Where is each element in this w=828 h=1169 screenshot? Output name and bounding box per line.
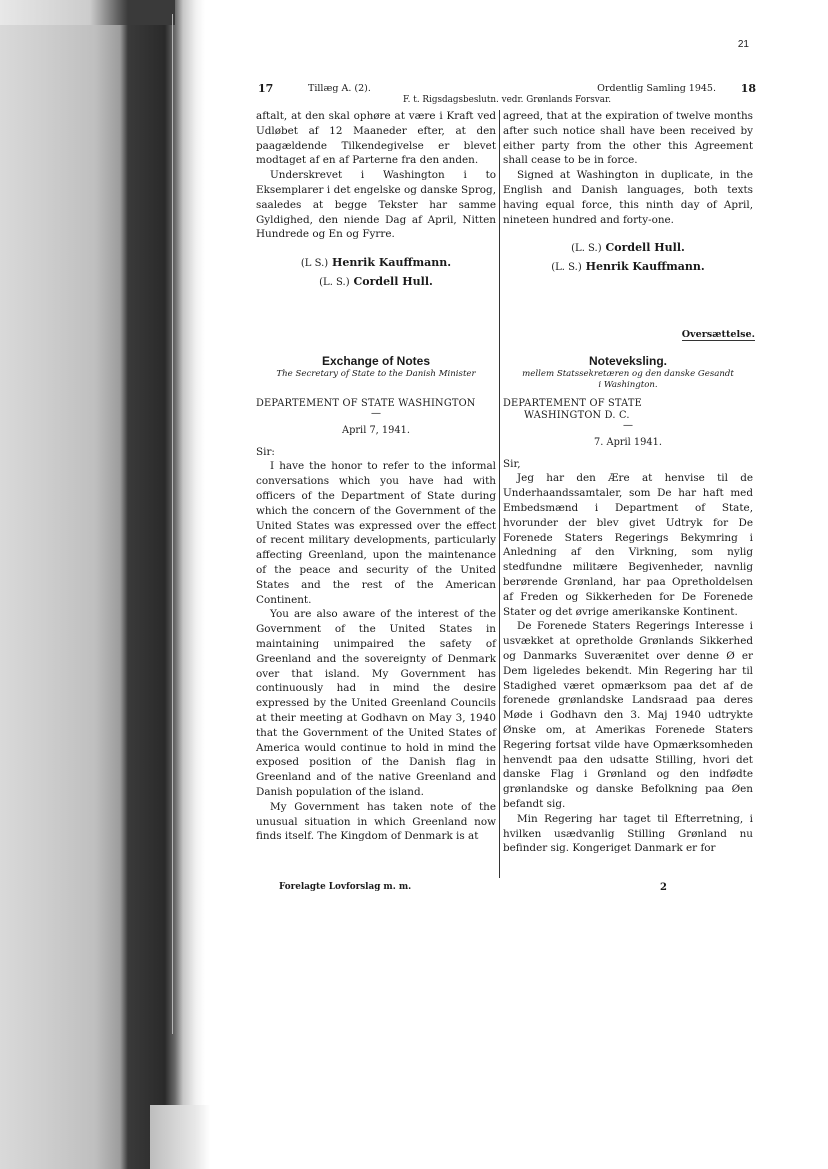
left-top-block	[256, 109, 496, 292]
signatory-name: Henrik Kauffmann.	[585, 260, 705, 274]
page-number: 21	[737, 39, 749, 50]
notes-subtitle: The Secretary of State to the Danish Minister	[276, 368, 476, 379]
header-subtitle: F. t. Rigsdagsbeslutn. vedr. Grønlands Forsvar.	[402, 95, 612, 105]
department-heading-line-1: DEPARTEMENT OF STATE	[503, 397, 642, 409]
department-heading: DEPARTEMENT OF STATE WASHINGTON	[256, 397, 476, 409]
right-signature-1	[503, 239, 753, 258]
notes-subtitle-line-1: mellem Statssekretæren og den danske Gesandt	[522, 368, 734, 379]
salutation: Sir:	[256, 445, 275, 458]
seal-mark: (L S.)	[300, 258, 329, 270]
right-notes-block	[503, 354, 753, 856]
scan-gutter-shadow	[0, 0, 205, 1169]
translation-label: Oversættelse.	[681, 329, 755, 340]
left-notes-block	[256, 354, 496, 844]
signatory-name: Henrik Kauffmann.	[332, 256, 452, 270]
notes-paragraph-1: I have the honor to refer to the informal conversations which you have had with officers of the Department of State during which the concern of the Government of the United States was expressed over the effect of recent military developments, particularly affecting Greenland, upon the maintenance of the peace and security of the United States and the rest of the American Continent.	[256, 460, 496, 606]
footer-sheet-number: 2	[660, 882, 667, 893]
seal-mark: (L. S.)	[571, 243, 602, 255]
notes-subtitle-line-2: i Washington.	[598, 379, 658, 390]
right-top-paragraph-2: Signed at Washington in duplicate, in the English and Danish languages, both texts having equal force, this ninth day of April, nineteen hundred and forty-one.	[503, 169, 753, 226]
notes-paragraph-3: My Government has taken note of the unusual situation in which Greenland now finds itself. The Kingdom of Denmark is at	[256, 800, 496, 843]
seal-mark: (L. S.)	[319, 277, 350, 289]
seal-mark: (L. S.)	[551, 262, 582, 274]
letter-date: April 7, 1941.	[342, 424, 410, 436]
department-heading-line-2: WASHINGTON D. C.	[524, 409, 630, 421]
header-right-title: Ordentlig Samling 1945.	[597, 83, 716, 94]
notes-paragraph-3: Min Regering har taget til Efterretning, i hvilken usædvanlig Stilling Grønland nu befinder sig. Kongeriget Danmark er for	[503, 812, 753, 855]
right-top-paragraph-1: agreed, that at the expiration of twelve months after such notice shall have been received by either party from the other this Agreement shall cease to be in force.	[503, 110, 753, 167]
notes-paragraph-2: You are also aware of the interest of the Government of the United States in maintaining unimpaired the safety of Greenland and the sovereignty of Denmark over that island. My Government has continuously had in mind the desire expressed by the United Greenland Councils at their meeting at Godhavn on May 3, 1940 that the Government of the United States of America would continue to hold in mind the exposed position of the Danish flag in Greenland and of the native Greenland and Danish population of the island.	[256, 608, 496, 798]
scan-gutter-top	[0, 0, 175, 25]
signatory-name: Cordell Hull.	[353, 275, 433, 289]
header-left-page: 17	[258, 82, 274, 95]
separator-dash: —	[623, 419, 633, 431]
column-divider	[499, 110, 500, 878]
left-signature-1	[256, 254, 496, 273]
notes-title: Noteveksling.	[588, 354, 668, 368]
footer-signature-line: Forelagte Lovforslag m. m.	[279, 882, 412, 892]
notes-title: Exchange of Notes	[321, 354, 431, 368]
salutation: Sir,	[503, 457, 521, 470]
left-top-paragraph-2: Underskrevet i Washington i to Eksemplarer i det engelske og danske Sprog, saaledes at begge Tekster har samme Gyldighed, den niende Dag af April, Nitten Hundrede og En og Fyrre.	[256, 169, 496, 241]
left-top-paragraph-1: aftalt, at den skal ophøre at være i Kraft ved Udløbet af 12 Maaneder efter, at den paagældende Tilkendegivelse er blevet modtaget af en af Parterne fra den anden.	[256, 110, 496, 167]
scan-gutter-bottom	[150, 1105, 210, 1169]
signatory-name: Cordell Hull.	[605, 241, 685, 255]
header-left-title: Tillæg A. (2).	[308, 83, 371, 94]
letter-date: 7. April 1941.	[594, 436, 662, 448]
header-right-page: 18	[740, 82, 756, 95]
notes-paragraph-2: De Forenede Staters Regerings Interesse i usvækket at opretholde Grønlands Sikkerhed og Danmarks Suverænitet over denne Ø er Dem ligeledes bekendt. Min Regering har til Stadighed været opmærksom paa det af de forenede grønlandske Landsraad paa deres Møde i Godhavn den 3. Maj 1940 udtrykte Ønske om, at Amerikas Forenede Staters Regering fortsat vilde have Opmærksomheden henvendt paa den udsatte Stilling, hvori det danske Flag i Grønland og den indfødte grønlandske og danske Befolkning paa Øen befandt sig.	[503, 620, 753, 810]
right-signature-2	[503, 258, 753, 277]
left-signature-2	[256, 273, 496, 292]
separator-dash: —	[371, 407, 381, 419]
notes-paragraph-1: Jeg har den Ære at henvise til de Underhaandssamtaler, som De har haft med Embedsmænd i Department of State, hvorunder der blev givet Udtryk for De Forenede Staters Regerings Bekymring i Anledning af den Virkning, som nylig stedfundne militære Begivenheder, navnlig berørende Grønland, har paa Opretholdelsen af Freden og Sikkerheden for De Forenede Stater og det øvrige amerikanske Kontinent.	[503, 472, 753, 618]
right-top-block	[503, 109, 753, 277]
page-edge-line	[172, 14, 173, 1034]
